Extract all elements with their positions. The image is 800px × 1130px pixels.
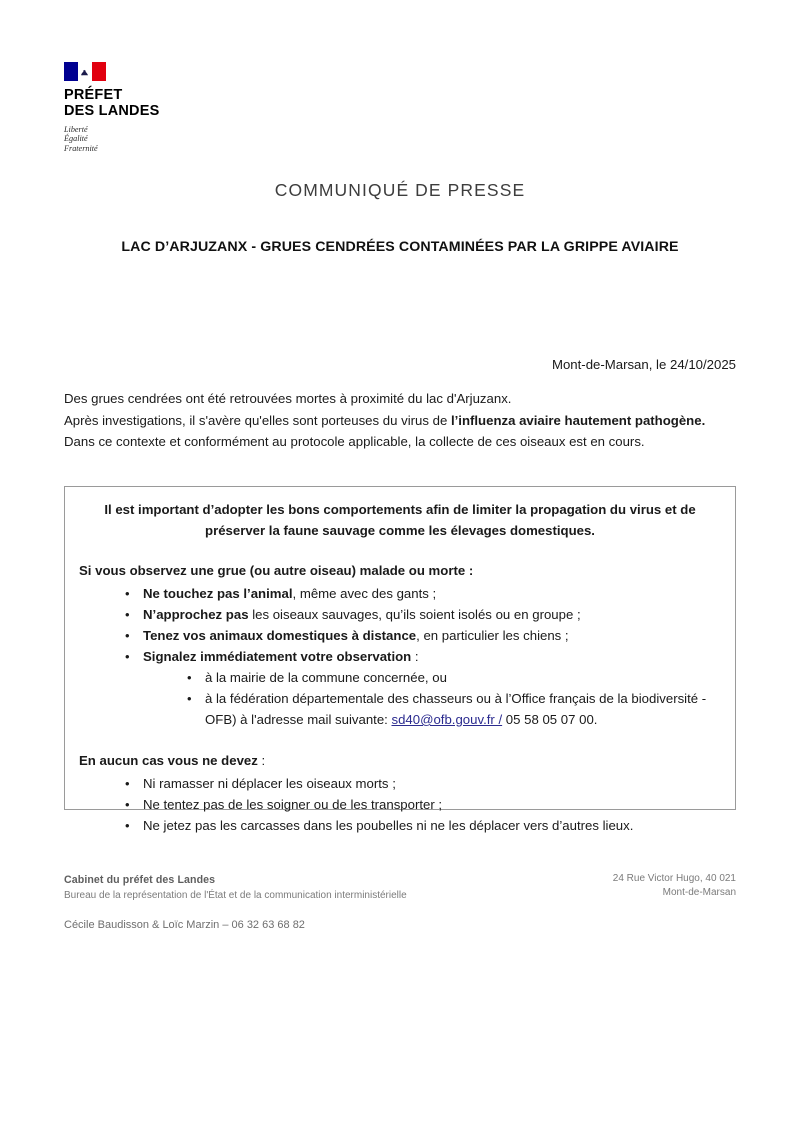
flag-band-red [92, 62, 106, 81]
advice-box [64, 486, 736, 833]
list-item [125, 583, 721, 604]
motto-fraternite: Fraternité [64, 143, 98, 153]
body-paragraph-2 [64, 410, 738, 432]
document-kicker: COMMUNIQUÉ DE PRESSE [274, 180, 526, 200]
flag-band-blue [64, 62, 78, 81]
dateline: Mont-de-Marsan, le 24/10/2025 [551, 357, 736, 372]
sub-list-item [187, 688, 721, 730]
prefecture-name-line1: PRÉFET [64, 87, 123, 103]
advice-section1-list [79, 583, 721, 730]
list-item: • Ni ramasser ni déplacer les oiseaux morts ; [125, 773, 721, 794]
prefecture-name-line2: DES LANDES [64, 102, 160, 119]
list-item-emphasis: Ne touchez pas l’animal [143, 586, 293, 601]
list-item-emphasis: Tenez vos animaux domestiques à distance [143, 628, 417, 643]
advice-section2-lead [79, 750, 721, 771]
sub-list-item-text: à la fédération départementale des chasseurs ou à l’Office français de la biodiversité - OFB) à l'adresse mail suivante: [205, 691, 707, 727]
footer-department: Bureau de la représentation de l'État et de la communication interministérielle [64, 890, 407, 901]
list-item [125, 625, 721, 646]
motto-egalite: Égalité [64, 134, 88, 144]
footer-contact-block [64, 872, 534, 933]
phone-text: 05 58 05 07 00. [502, 712, 598, 727]
marianne-icon [79, 66, 91, 78]
motto-liberte: Liberté [64, 125, 88, 134]
footer-address-line2: Mont-de-Marsan [662, 887, 736, 898]
republic-motto [64, 125, 264, 153]
advice-section2-lead-rest: : [257, 753, 266, 768]
list-item-emphasis: N’approchez pas [143, 607, 249, 622]
body-paragraph-2-emphasis: l’influenza aviaire hautement pathogène. [450, 412, 706, 428]
footer-contacts: Cécile Baudisson & Loïc Marzin – 06 32 63 68 82 [64, 919, 305, 931]
list-item-text: , même avec des gants ; [292, 586, 437, 601]
footer-address [506, 872, 736, 900]
list-item: • Ne jetez pas les carcasses dans les poubelles ni ne les déplacer vers d’autres lieux. [125, 815, 721, 836]
french-flag-icon [64, 62, 106, 81]
footer-office: Cabinet du préfet des Landes [64, 874, 216, 886]
list-item [125, 604, 721, 625]
list-item-text: : [411, 649, 419, 664]
body-paragraph-1: Des grues cendrées ont été retrouvées mortes à proximité du lac d'Arjuzanx. [64, 391, 512, 406]
advice-section1-sublist [143, 667, 721, 730]
sub-list-item: • à la mairie de la commune concernée, ou [187, 667, 721, 688]
advice-section2-list [79, 773, 721, 836]
body-paragraph-3: Dans ce contexte et conformément au protocole applicable, la collecte de ces oiseaux est en cours. [64, 434, 645, 449]
prefecture-logo [64, 62, 264, 153]
advice-section1-lead: Si vous observez une grue (ou autre oiseau) malade ou morte : [79, 563, 474, 578]
list-item [125, 646, 721, 730]
list-item-text: , en particulier les chiens ; [416, 628, 569, 643]
list-item-emphasis: Signalez immédiatement votre observation [143, 649, 412, 664]
footer-address-line1: 24 Rue Victor Hugo, 40 021 [612, 873, 736, 884]
list-item: • Ne tentez pas de les soigner ou de les transporter ; [125, 794, 721, 815]
list-item-text: les oiseaux sauvages, qu’ils soient isolés ou en groupe ; [248, 607, 581, 622]
flag-band-white [78, 62, 92, 81]
email-link[interactable]: sd40@ofb.gouv.fr / [391, 712, 503, 727]
advice-headline: Il est important d’adopter les bons comportements afin de limiter la propagation du virus et de préserver la faune sauvage comme les élevages domestiques. [104, 502, 696, 538]
advice-section2-lead-bold: En aucun cas vous ne devez [79, 753, 258, 768]
page-title: LAC D’ARJUZANX - GRUES CENDRÉES CONTAMINÉES PAR LA GRIPPE AVIAIRE [121, 239, 679, 255]
body-text [64, 388, 738, 453]
body-paragraph-2-text: Après investigations, il s'avère qu'elles sont porteuses du virus de [64, 412, 451, 428]
